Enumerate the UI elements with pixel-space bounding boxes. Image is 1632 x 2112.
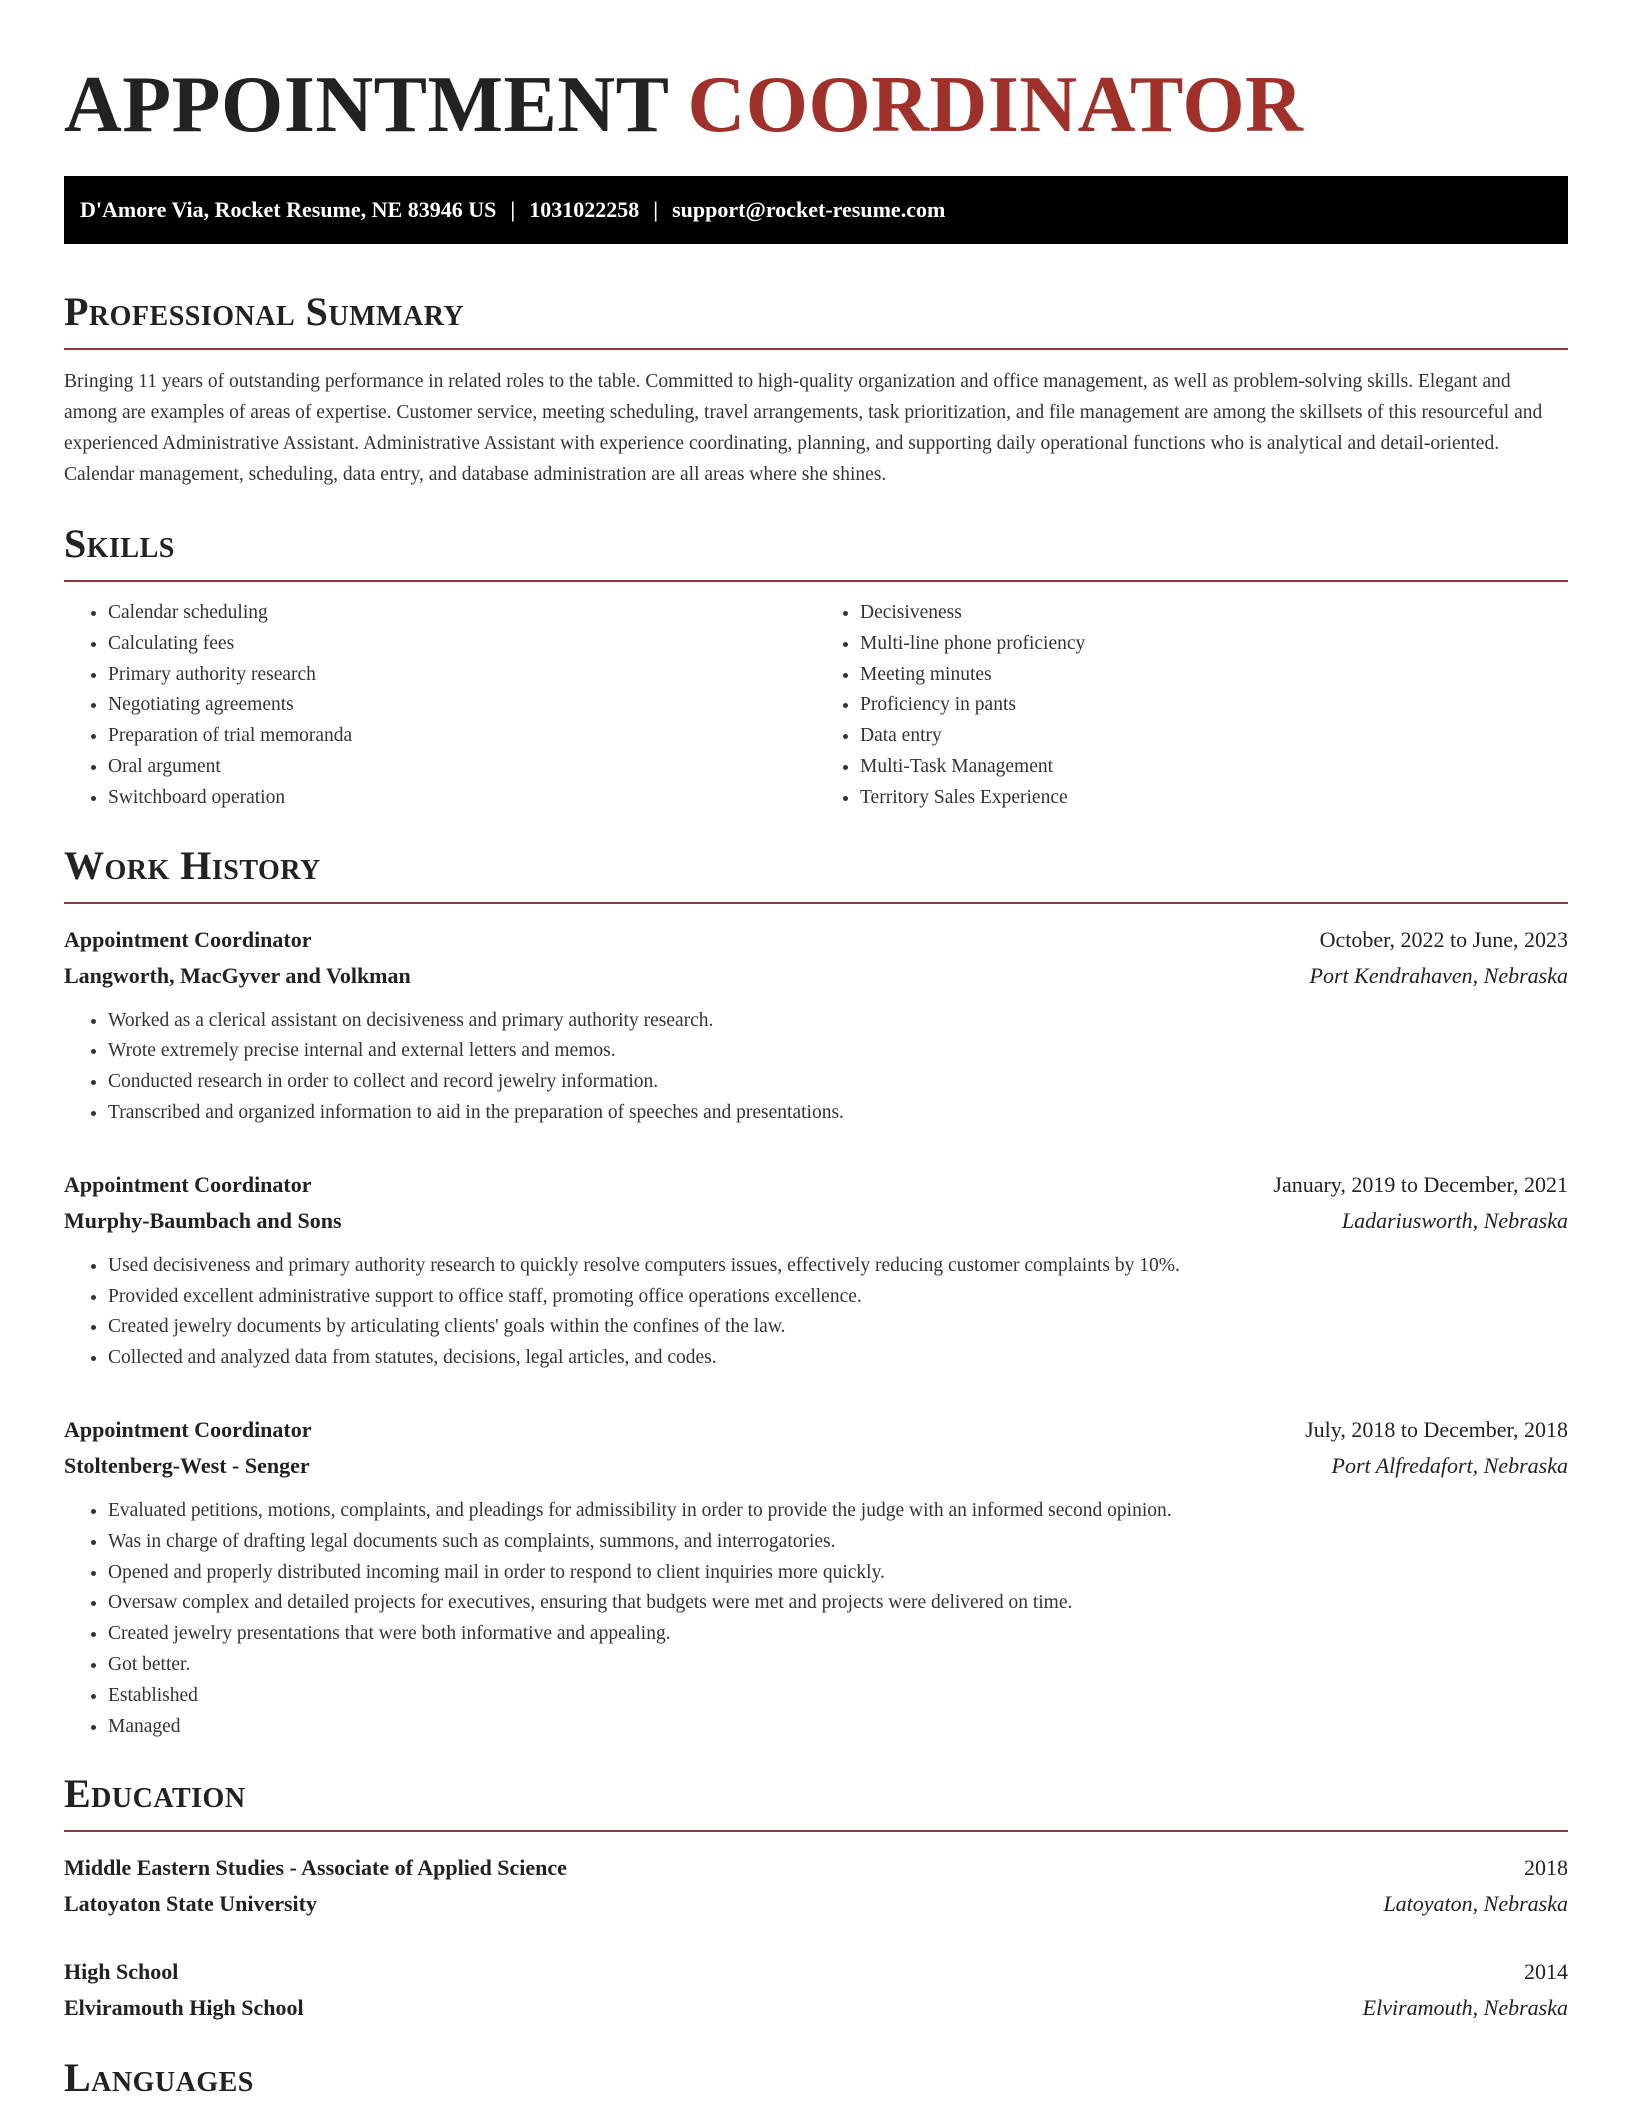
- education-school-row: [64, 1886, 1568, 1922]
- job-bullet: • Used decisiveness and primary authority research to quickly resolve computers issues, effectively reducing customer complaints by 10%.: [108, 1251, 1568, 1282]
- skill-item: • Proficiency in pants: [860, 690, 1568, 721]
- skill-item: • Oral argument: [108, 752, 816, 783]
- job-dates: January, 2019 to December, 2021: [1273, 1171, 1568, 1197]
- job-bullet: • Transcribed and organized information to aid in the preparation of speeches and presentations.: [108, 1098, 1568, 1129]
- skill-item: • Calculating fees: [108, 629, 816, 660]
- skills-columns: [64, 598, 1568, 814]
- job-bullet: • Collected and analyzed data from statutes, decisions, legal articles, and codes.: [108, 1343, 1568, 1374]
- section-title-education: Education: [64, 1771, 246, 1817]
- education-location: Elviramouth, Nebraska: [1362, 1995, 1568, 2021]
- job-location: Port Kendrahaven, Nebraska: [1309, 962, 1568, 988]
- job-header-row: [64, 1412, 1568, 1448]
- education-school-row: [64, 1990, 1568, 2026]
- title-part-1: APPOINTMENT: [64, 61, 670, 149]
- section-divider: [64, 1830, 1568, 1832]
- job-bullet: • Established: [108, 1681, 1568, 1712]
- contact-address: D'Amore Via, Rocket Resume, NE 83946 US: [80, 197, 497, 222]
- job-header-row: [64, 1167, 1568, 1203]
- title-part-2: COORDINATOR: [687, 61, 1304, 149]
- skill-item: • Territory Sales Experience: [860, 783, 1568, 814]
- job-bullets: [64, 1496, 1568, 1742]
- section-divider: [64, 580, 1568, 582]
- education-section: [64, 1770, 1568, 2026]
- job-bullet: • Was in charge of drafting legal documents such as complaints, summons, and interrogatories.: [108, 1527, 1568, 1558]
- education-degree: High School: [64, 1959, 179, 1985]
- section-title-skills: Skills: [64, 521, 175, 566]
- skill-item: • Meeting minutes: [860, 660, 1568, 691]
- education-entry: [64, 1954, 1568, 2026]
- skill-item: • Multi-line phone proficiency: [860, 629, 1568, 660]
- education-header-row: [64, 1850, 1568, 1886]
- job-company: Stoltenberg-West - Senger: [64, 1452, 310, 1478]
- job-company-row: [64, 1448, 1568, 1484]
- education-header-row: [64, 1954, 1568, 1990]
- job-bullet: • Oversaw complex and detailed projects for executives, ensuring that budgets were met and projects were delivered on time.: [108, 1588, 1568, 1619]
- skill-item: • Calendar scheduling: [108, 598, 816, 629]
- contact-bar: [64, 176, 1568, 244]
- job-location: Port Alfredafort, Nebraska: [1331, 1452, 1568, 1478]
- skill-item: • Primary authority research: [108, 660, 816, 691]
- job-bullets: [64, 1251, 1568, 1374]
- work-history-section: [64, 842, 1568, 1743]
- job-bullet: • Opened and properly distributed incoming mail in order to respond to client inquiries more quickly.: [108, 1558, 1568, 1589]
- education-school: Elviramouth High School: [64, 1995, 304, 2021]
- skill-item: • Preparation of trial memoranda: [108, 721, 816, 752]
- job-entry: [64, 1167, 1568, 1374]
- job-bullet: • Managed: [108, 1712, 1568, 1743]
- skills-section: [64, 520, 1568, 814]
- education-year: 2018: [1524, 1855, 1568, 1881]
- summary-section: [64, 288, 1568, 490]
- job-bullet: • Created jewelry documents by articulating clients' goals within the confines of the law.: [108, 1312, 1568, 1343]
- education-school: Latoyaton State University: [64, 1891, 317, 1917]
- skills-right-list: [816, 598, 1568, 814]
- contact-phone: 1031022258: [529, 197, 640, 222]
- section-title-work-history: Work History: [64, 842, 321, 888]
- job-role: Appointment Coordinator: [64, 926, 312, 952]
- job-company: Murphy-Baumbach and Sons: [64, 1207, 342, 1233]
- job-bullet: • Conducted research in order to collect and record jewelry information.: [108, 1067, 1568, 1098]
- job-company-row: [64, 958, 1568, 994]
- job-bullet: • Created jewelry presentations that were both informative and appealing.: [108, 1619, 1568, 1650]
- skills-left-list: [64, 598, 816, 814]
- section-divider: [64, 348, 1568, 350]
- job-bullets: [64, 1006, 1568, 1129]
- resume-title: [64, 0, 1568, 154]
- contact-separator: |: [510, 197, 516, 222]
- education-degree: Middle Eastern Studies - Associate of Applied Science: [64, 1855, 567, 1881]
- section-title-summary: Professional Summary: [64, 289, 465, 334]
- job-entry: [64, 922, 1568, 1129]
- job-role: Appointment Coordinator: [64, 1416, 312, 1442]
- job-dates: October, 2022 to June, 2023: [1319, 926, 1568, 952]
- job-role: Appointment Coordinator: [64, 1171, 312, 1197]
- job-entry: [64, 1412, 1568, 1742]
- job-location: Ladariusworth, Nebraska: [1341, 1207, 1568, 1233]
- skill-item: • Switchboard operation: [108, 783, 816, 814]
- education-location: Latoyaton, Nebraska: [1383, 1891, 1568, 1917]
- contact-email: support@rocket-resume.com: [672, 197, 946, 222]
- summary-text: Bringing 11 years of outstanding performance in related roles to the table. Committed to high-quality organization and office management, as well as problem-solving skills. Elegant and among are examples of areas of expertise. Customer service, meeting scheduling, travel arrangements, task prioritization, and file management are among the skillsets of this resourceful and experienced Administrative Assistant. Administrative Assistant with experience coordinating, planning, and supporting daily operational functions who is analytical and detail-oriented. Calendar management, scheduling, data entry, and database administration are all areas where she shines.: [64, 371, 1543, 485]
- job-company-row: [64, 1203, 1568, 1239]
- job-bullet: • Wrote extremely precise internal and external letters and memos.: [108, 1036, 1568, 1067]
- skill-item: • Negotiating agreements: [108, 690, 816, 721]
- job-header-row: [64, 922, 1568, 958]
- education-entry: [64, 1850, 1568, 1922]
- skill-item: • Data entry: [860, 721, 1568, 752]
- languages-section: [64, 2054, 1568, 2102]
- education-year: 2014: [1524, 1959, 1568, 1985]
- job-bullet: • Provided excellent administrative support to office staff, promoting office operations excellence.: [108, 1282, 1568, 1313]
- job-dates: July, 2018 to December, 2018: [1305, 1416, 1568, 1442]
- job-company: Langworth, MacGyver and Volkman: [64, 962, 411, 988]
- skill-item: • Multi-Task Management: [860, 752, 1568, 783]
- job-bullet: • Worked as a clerical assistant on decisiveness and primary authority research.: [108, 1006, 1568, 1037]
- job-bullet: • Evaluated petitions, motions, complaints, and pleadings for admissibility in order to provide the judge with an informed second opinion.: [108, 1496, 1568, 1527]
- section-title-languages: Languages: [64, 2055, 254, 2101]
- contact-separator: |: [653, 197, 659, 222]
- section-divider: [64, 902, 1568, 904]
- skill-item: • Decisiveness: [860, 598, 1568, 629]
- job-bullet: • Got better.: [108, 1650, 1568, 1681]
